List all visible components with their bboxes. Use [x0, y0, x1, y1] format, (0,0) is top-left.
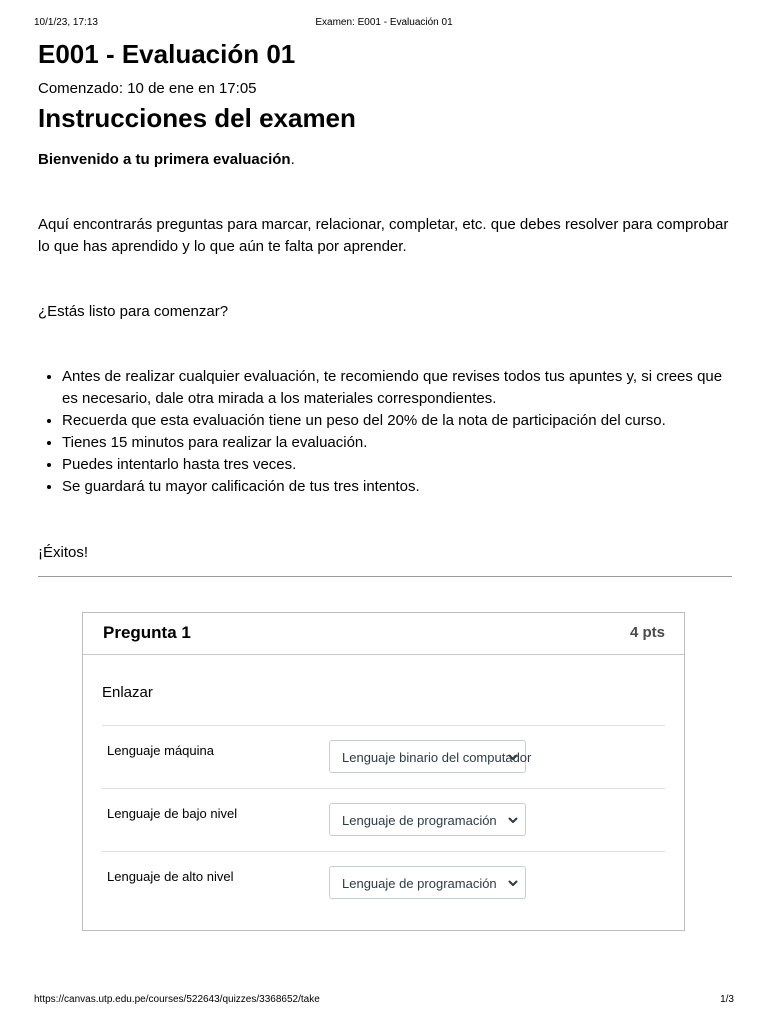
match-answer-select[interactable] — [329, 740, 532, 773]
select-value: Lenguaje de programación — [342, 813, 497, 828]
match-label: Lenguaje de alto nivel — [107, 869, 234, 884]
question-prompt: Enlazar — [102, 684, 153, 701]
question-name: Pregunta 1 — [103, 623, 191, 642]
question-body — [83, 683, 684, 914]
question-card — [82, 612, 685, 931]
print-header — [34, 17, 734, 29]
chevron-down-icon — [507, 877, 519, 889]
rule-item: • Se guardará tu mayor calificación de tus tres intentos. — [62, 476, 732, 498]
question-points: 4 pts — [629, 624, 665, 641]
match-label: Lenguaje máquina — [107, 743, 214, 758]
instructions-heading: Instrucciones del examen — [38, 103, 356, 133]
rule-item: • Antes de realizar cualquier evaluación, te recomiendo que revises todos tus apuntes y, si crees que es necesario, dale otra mirada a los materiales correspondientes. — [62, 366, 732, 410]
print-page-number: 1/3 — [720, 994, 734, 1005]
print-date: 10/1/23, 17:13 — [34, 17, 98, 28]
select-value: Lenguaje de programación — [342, 876, 497, 891]
match-answer-select[interactable] — [329, 803, 526, 836]
ready-question: ¿Estás listo para comenzar? — [38, 303, 229, 320]
rule-item: • Tienes 15 minutos para realizar la evaluación. — [62, 432, 732, 454]
match-row — [102, 726, 665, 789]
print-footer — [34, 994, 734, 1006]
welcome-bold-text: Bienvenido a tu primera evaluación — [38, 151, 291, 168]
quiz-content — [38, 36, 732, 577]
rules-list — [38, 366, 732, 498]
welcome-punctuation: . — [290, 151, 295, 168]
select-value: Lenguaje binario del computador — [342, 750, 532, 765]
rule-item: • Recuerda que esta evaluación tiene un peso del 20% de la nota de participación del curso. — [62, 410, 732, 432]
print-url: https://canvas.utp.edu.pe/courses/522643/quizzes/3368652/take — [34, 994, 320, 1005]
welcome-text — [38, 149, 732, 171]
rule-item: • Puedes intentarlo hasta tres veces. — [62, 454, 732, 476]
match-answer-select[interactable] — [329, 866, 526, 899]
match-label: Lenguaje de bajo nivel — [107, 806, 238, 821]
started-timestamp: Comenzado: 10 de ene en 17:05 — [38, 80, 257, 97]
chevron-down-icon — [507, 814, 519, 826]
chevron-down-icon — [507, 751, 519, 763]
match-row — [102, 852, 665, 914]
intro-text: Aquí encontrarás preguntas para marcar, relacionar, completar, etc. que debes resolver para comprobar lo que has aprendido y lo que aún te falta por aprender. — [38, 216, 729, 255]
section-divider — [38, 576, 732, 577]
print-document-title: Examen: E001 - Evaluación 01 — [315, 17, 453, 28]
quiz-title: E001 - Evaluación 01 — [38, 39, 296, 69]
success-text: ¡Éxitos! — [38, 544, 89, 561]
question-header — [83, 613, 684, 655]
match-list — [102, 725, 665, 914]
match-row — [102, 789, 665, 852]
